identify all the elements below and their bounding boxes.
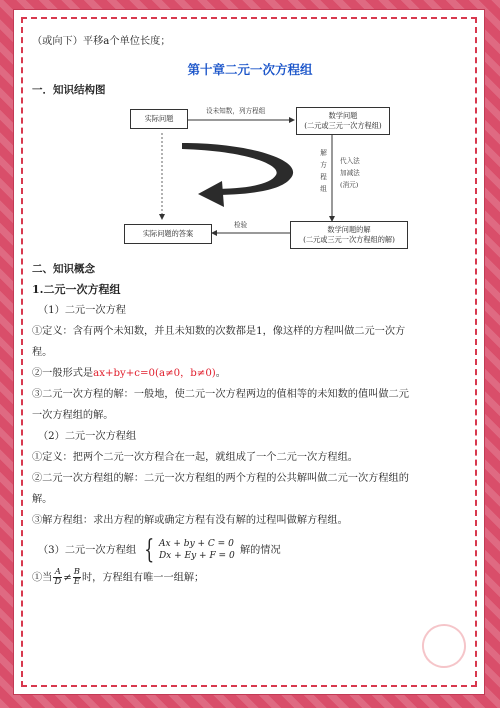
solution2-line1: ②二元一次方程组的解：二元一次方程组的两个方程的公共解叫做二元一次方程组的 [32,473,409,484]
box-real-answer: 实际问题的答案 [124,224,212,244]
box-math-problem: 数学问题 (二元或三元一次方程组) [296,107,390,135]
page-content [32,22,468,587]
solve-system-line: ③解方程组：求出方程的解或确定方程有没有解的过程叫做解方程组。 [32,515,348,526]
box-practical-problem: 实际问题 [130,109,188,129]
label-methods: 代入法 加减法 (消元) [340,157,360,189]
watermark-stamp [417,619,471,673]
label-solve-system: 解 方 程 组 [320,149,327,193]
subsection-heading: 1.二元一次方程组 [32,283,121,296]
brace-icon: { [144,535,155,565]
solution1-line2: 一次方程组的解。 [32,410,114,421]
intro-line: （或向下）平移a个单位长度； [32,36,171,47]
equation-2: Dx + Ey + F = 0 [158,551,235,561]
fraction-a-over-d: $\frac{A}{D}$ [54,567,62,587]
definition2-line: ①定义：把两个二元一次方程合在一起，就组成了一个二元一次方程组。 [32,452,358,463]
solution1-line1: ③二元一次方程的解：一般地，使二元一次方程两边的值相等的未知数的值叫做二元 [32,389,409,400]
section-heading-structure: 一．知识结构图 [32,84,106,96]
box-math-solution: 数学问题的解 (二元或三元一次方程组的解) [290,221,408,249]
swoosh-arrow-shape [182,143,293,195]
general-form-line: ②一般形式是ax+by+c=0(a≠0，b≠0)。 [32,368,226,379]
definition1-line1: ①定义：含有两个未知数，并且未知数的次数都是1，像这样的方程叫做二元一次方 [32,326,406,337]
equation-1: Ax + by + C = 0 [158,539,234,549]
item3-line: （3）二元一次方程组 { Ax + by + C = 0 Dx + Ey + F = 0 解的情况 [38,535,281,565]
item2-title: （2）二元一次方程组 [38,431,137,442]
label-verify: 检验 [234,221,248,229]
solution2-line2: 解。 [32,494,53,505]
label-set-unknowns: 设未知数，列方程组 [206,107,266,115]
document-page [14,10,484,694]
general-form-formula: ax+by+c=0(a≠0，b≠0) [93,368,216,379]
fraction-b-over-e: $\frac{B}{E}$ [73,567,80,587]
item1-title: （1）二元一次方程 [38,305,126,316]
chapter-title: 第十章二元一次方程组 [187,62,313,77]
swoosh-arrow-head [198,181,224,207]
case1-line: ①当 $\frac{A}{D}$ ≠ $\frac{B}{E}$ 时，方程组有唯一一组解； [32,567,205,587]
section-heading-concepts: 二、知识概念 [32,263,95,275]
equation-system [141,537,234,563]
definition1-line2: 程。 [32,347,53,358]
knowledge-structure-diagram [32,103,468,249]
